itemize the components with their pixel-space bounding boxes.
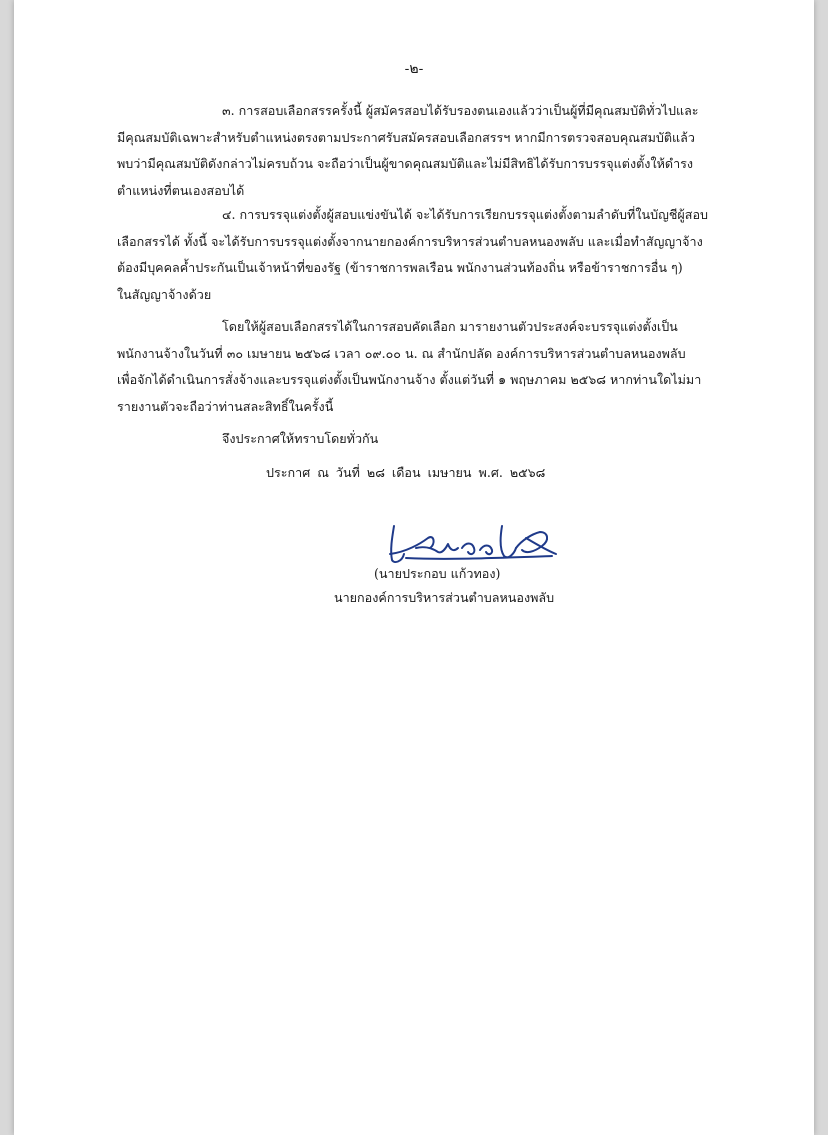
paragraph-line: ๔. การบรรจุแต่งตั้งผู้สอบแข่งขันได้ จะได้รับการเรียกบรรจุแต่งตั้งตามลำดับที่ในบัญชีผู้สอบ — [222, 207, 708, 222]
paragraph-line: เพื่อจักได้ดำเนินการสั่งจ้างและบรรจุแต่งตั้งเป็นพนักงานจ้าง ตั้งแต่วันที่ ๑ พฤษภาคม ๒๕๖๘ หากท่านใดไม่มา — [117, 372, 702, 387]
paragraph-line: ตำแหน่งที่ตนเองสอบได้ — [117, 182, 245, 198]
paragraph-line: ในสัญญาจ้างด้วย — [117, 286, 212, 302]
paragraph-line: โดยให้ผู้สอบเลือกสรรได้ในการสอบคัดเลือก มารายงานตัวประสงค์จะบรรจุแต่งตั้งเป็น — [222, 319, 678, 334]
paragraph-line: รายงานตัวจะถือว่าท่านสละสิทธิ์ในครั้งนี้ — [117, 398, 334, 414]
paragraph-line: ต้องมีบุคคลค้ำประกันเป็นเจ้าหน้าที่ของรัฐ (ข้าราชการพลเรือน พนักงานส่วนท้องถิ่น หรือข้าราชการอื่น ๆ) — [117, 260, 683, 275]
paragraph-line: ๓. การสอบเลือกสรรครั้งนี้ ผู้สมัครสอบได้รับรองตนเองแล้วว่าเป็นผู้ที่มีคุณสมบัติทั่วไปและ — [222, 103, 699, 118]
announcement-date: ประกาศ ณ วันที่ ๒๘ เดือน เมษายน พ.ศ. ๒๕๖๘ — [266, 465, 546, 480]
paragraph-line: จึงประกาศให้ทราบโดยทั่วกัน — [222, 431, 379, 446]
signer-title: นายกองค์การบริหารส่วนตำบลหนองพลับ — [334, 590, 555, 605]
paragraph-line: พบว่ามีคุณสมบัติดังกล่าวไม่ครบถ้วน จะถือว่าเป็นผู้ขาดคุณสมบัติและไม่มีสิทธิได้รับการบรรจุแต่งตั้งให้ดำรง — [117, 156, 694, 171]
paragraph-announce — [117, 426, 759, 453]
paragraph-line: เลือกสรรได้ ทั้งนี้ จะได้รับการบรรจุแต่งตั้งจากนายกองค์การบริหารส่วนตำบลหนองพลับ และเมื่อทำสัญญาจ้าง — [117, 233, 703, 249]
signer-name: (นายประกอบ แก้วทอง) — [374, 566, 501, 581]
paragraph-item-3 — [117, 98, 759, 204]
page-number: -๒- — [404, 61, 424, 77]
paragraph-line: พนักงานจ้างในวันที่ ๓๐ เมษายน ๒๕๖๘ เวลา ๐๙.๐๐ น. ณ สำนักปลัด องค์การบริหารส่วนตำบลหนองพลับ — [117, 345, 686, 361]
paragraph-item-4 — [117, 202, 759, 308]
paragraph-line: มีคุณสมบัติเฉพาะสำหรับตำแหน่งตรงตามประกาศรับสมัครสอบเลือกสรรฯ หากมีการตรวจสอบคุณสมบัติแล้ว — [117, 129, 695, 145]
document-page — [14, 0, 814, 1135]
paragraph-report — [117, 314, 759, 420]
